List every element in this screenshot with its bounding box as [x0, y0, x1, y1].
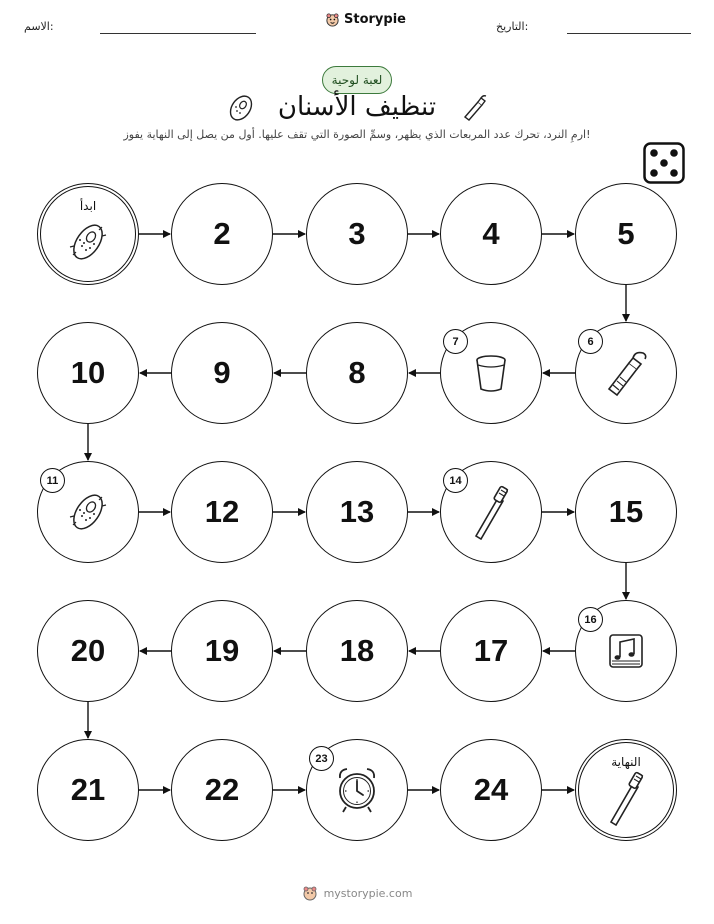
space-number: 24	[473, 772, 509, 807]
board-space-7	[440, 322, 542, 424]
space-number: 10	[70, 355, 106, 390]
space-number: 9	[213, 355, 231, 390]
footer	[0, 885, 714, 901]
board-space-2	[171, 183, 273, 285]
music-icon	[606, 631, 646, 671]
game-type-badge: لعبة لوحية	[322, 66, 392, 94]
space-number: 4	[482, 216, 500, 251]
board-space-5	[575, 183, 677, 285]
space-number-badge: 14	[443, 468, 468, 493]
board-space-6	[575, 322, 677, 424]
space-number: 12	[204, 494, 240, 529]
board-space-18	[306, 600, 408, 702]
board-space-22	[171, 739, 273, 841]
finish-label: النهاية	[611, 755, 641, 769]
board-space-21	[37, 739, 139, 841]
board-space-19	[171, 600, 273, 702]
space-number: 18	[339, 633, 375, 668]
space-number: 20	[70, 633, 106, 668]
storypie-logo-icon	[302, 885, 318, 901]
space-number: 22	[204, 772, 240, 807]
space-number-badge: 7	[443, 329, 468, 354]
date-label: التاريخ:	[496, 20, 529, 33]
space-number-badge: 16	[578, 607, 603, 632]
space-number: 15	[608, 494, 644, 529]
board-space-17	[440, 600, 542, 702]
instructions: ارمِ النرد، تحرك عدد المربعات الذي يظهر، وسمِّ الصورة التي تقف عليها. أول من يصل إلى النهاية يفوز!	[123, 128, 591, 141]
germ-icon	[66, 220, 110, 264]
toothpaste-icon	[603, 347, 649, 399]
toothbrush-icon	[603, 770, 649, 826]
alarm-clock-icon	[332, 764, 382, 816]
cup-icon	[469, 351, 513, 395]
space-number: 5	[617, 216, 635, 251]
start-label: ابدأ	[79, 199, 97, 213]
board-space-8	[306, 322, 408, 424]
space-number: 21	[70, 772, 106, 807]
name-label: الاسم:	[24, 20, 54, 33]
board-space-16	[575, 600, 677, 702]
board-space-9	[171, 322, 273, 424]
board-space-24	[440, 739, 542, 841]
board-space-3	[306, 183, 408, 285]
board-space-4	[440, 183, 542, 285]
start-space	[37, 183, 139, 285]
footer-url: mystorypie.com	[323, 886, 413, 900]
board-space-12	[171, 461, 273, 563]
board-space-10	[37, 322, 139, 424]
board-space-11	[37, 461, 139, 563]
space-number: 19	[204, 633, 240, 668]
board-space-14	[440, 461, 542, 563]
space-number: 13	[339, 494, 375, 529]
space-number: 17	[473, 633, 509, 668]
title-text: تنظيف الأسنان	[277, 92, 437, 122]
space-number: 8	[348, 355, 366, 390]
finish-space	[575, 739, 677, 841]
board-space-13	[306, 461, 408, 563]
board-space-15	[575, 461, 677, 563]
space-number-badge: 23	[309, 746, 334, 771]
board-space-20	[37, 600, 139, 702]
space-number: 3	[348, 216, 366, 251]
space-number-badge: 11	[40, 468, 65, 493]
board-space-23	[306, 739, 408, 841]
germ-icon	[66, 490, 110, 534]
toothbrush-icon	[468, 484, 514, 540]
space-number: 2	[213, 216, 231, 251]
space-number-badge: 6	[578, 329, 603, 354]
brand-name: Storypie	[344, 12, 406, 27]
